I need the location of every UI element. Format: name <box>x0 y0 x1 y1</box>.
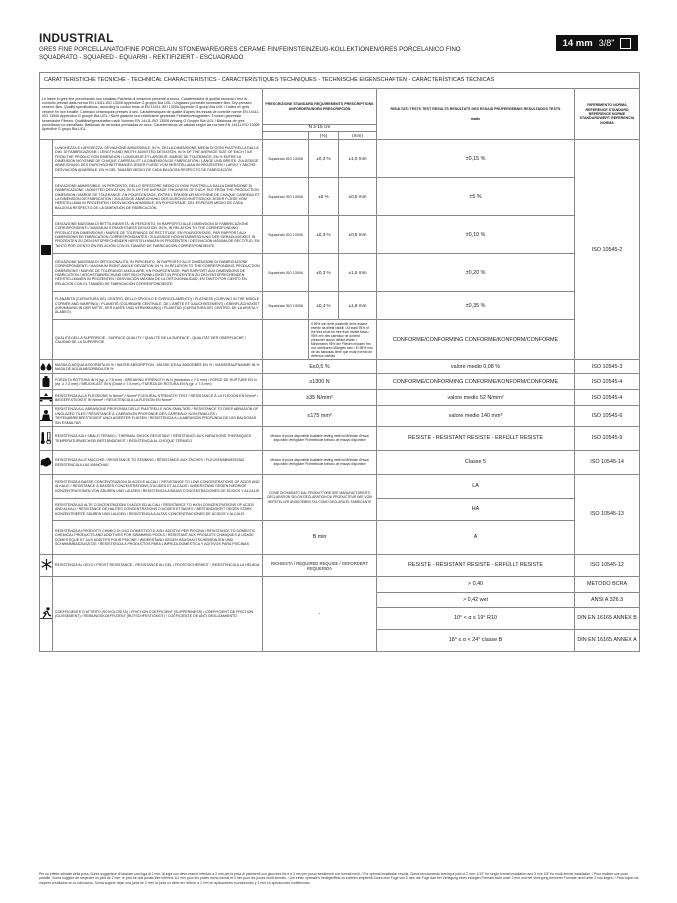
row-norm: ISO 10545-6 <box>575 406 640 427</box>
footer-note: Per un effetto ottimale della posa, Sonra suggerisce di lasciare una fuga di 2 mm; la fuga non deve essere inferiore a 2 mm per la posa di pavimenti con giunzioni fini e a 3 mm per posa rivestimenti con formati medi. / For optimal installation results, Sonra recommends leaving a joint of 2 mm; 1/13" for single format installation and 3 mm 1/8" for multi-format installation. / Pour réaliser une pose parfaite, Sonra suggère de respecter un joint de 2 mm; le joint ne doit jamais être inférieur à 2 mm pour les poses mono-format et 3 mm pour les poses multi-formats. / Um einen optimalen Verlegeeffekt zu erzielen empfiehlt Sonra eine Fuge von 2 mm; die Fuge darf bei Verlegung eines einzigen Formats nicht unter 2 mm und bei Verlegung mehrerer Formate nicht unter 3 mm liegen. / Para lograr los mejores resultados en la colocación, Sonra sugiere dejar una junta de 2 mm; la junta no debe ser inferior a 2 mm en aplicaciones monoformato y 3 mm en aplicaciones multiformato. <box>39 872 639 885</box>
thermal-shock-icon <box>40 432 52 445</box>
subtitle-line-2: SQUADRATO - SQUARED - EQUARRI - REKTIFIZIERT - ESCUADRADO <box>39 54 244 61</box>
row-mm: ±1,0 mm <box>339 140 377 178</box>
table-caption: CARATTERISTICHE TECNICHE - TECHNICAL CHARACTERISTICS - CARACTERISTIQUES TECHNIQUES - TECHNISCHE EIGENSCHAFTEN - CARACTERÍSTICAS TÉCNICAS <box>40 73 640 89</box>
row-text: RESISTENZA AL GELO / FROST RESISTANCE - RÉSISTANCE AU GEL / FROSTSICHERHEIT - RESISTENCIA A LA HELADA <box>53 555 263 577</box>
row-norm: DIN EN 16165 ANNEX A <box>575 630 640 652</box>
row-norm: ISO 10545-12 <box>575 555 640 577</box>
row-text: PLANARITÀ (CURVATURA DEL CENTRO, DELLO SPIGOLO E SVERGOLAMENTO) / FLATNESS (CURVING IN THE MIDDLE CORNER AND WARPING) / PLANEITÉ (COURBURE CENTRALE, DE L'ARÊTE ET GAUCHISSEMENT) / EBENFLÄCHIGKEIT (KRÜMMUNG IN DER MITTE, DER KANTE UND VERWINDUNG) / PLANITUD (CURVATURA DEL CENTRO, DE LA ARISTA Y ALABEO). <box>53 292 263 320</box>
slip-person-icon <box>40 607 52 620</box>
row-standard: Squadrato ISO 13006 <box>263 140 309 178</box>
requirements-header: PRESCRIZIONE STANDARD REQUIREMENTS PRESCRIPTIONS ANFORDERUNGEN PRESCRIPCIÓN <box>263 89 377 125</box>
tile-square-icon <box>620 38 631 49</box>
table-row <box>40 360 640 374</box>
weight-bottle-icon <box>42 376 50 388</box>
abrasion-person-icon <box>40 410 52 422</box>
row-mm: ±1,8 mm <box>339 292 377 320</box>
results-header <box>377 89 575 140</box>
row-result: valore medio 140 mm³ <box>377 406 575 427</box>
row-norm: ISO 10545-9 <box>575 427 640 451</box>
norm-header: RIFERIMENTO NORMA REFERENCE STANDARD RÉFÉRENCE NORME STANDARDWERT REFERENCIA NORMA <box>575 89 640 140</box>
page-title: INDUSTRIAL <box>39 31 114 45</box>
row-mm: ±1,5 mm <box>339 254 377 292</box>
row-requirement: COME DICHIARATO DAL PRODUTTORE SEE MANUFACTURER'S DECLARATION SELON DÉCLARATION DU PRODUCTEUR WIE VOM HERSTELLER ANGEGEBEN TAL COMO DECLARA EL FABRICANTE <box>263 475 377 521</box>
row-result: 10° < α ≤ 19° R10 <box>377 608 575 630</box>
stain-icon <box>40 457 52 468</box>
row-pct: ±0,3 % <box>309 140 339 178</box>
row-pct: ±0,4 % <box>309 292 339 320</box>
row-text: RESISTENZA AD ALTE CONCENTRAZIONI DI ACIDI ED ALCALI / RESISTANCE TO HIGH CONCENTRATIONS OF ACIDS AND ALKALI / RÉSISTANCE DE HAUTES CONCENTRATIONS D'ACIDES ET BASES / BESTÄNDIGKEIT GEGEN STARK KONZENTRIERTE SÄUREN UND LAUGEN / RESISTENCIA A ALTAS CONCENTRACIONES DE ÁCIDOS Y ALCALIS <box>53 499 263 521</box>
row-standard: Squadrato ISO 13006 <box>263 254 309 292</box>
table-row <box>40 521 640 555</box>
table-row <box>40 577 640 593</box>
matte-label: matte <box>470 116 481 121</box>
table-row <box>40 292 640 320</box>
row-requirement: RICHIESTA / REQUIRED REQUISE / GEFORDERT REQUERIDA <box>263 555 377 577</box>
row-result: Classe 5 <box>377 451 575 475</box>
row-result: ±5 % <box>377 178 575 216</box>
n-size-label: N ≥ 15 cm <box>263 125 377 132</box>
row-text: RESISTENZA AI PRODOTTI CHIMICI DI USO DOMESTICO E AGLI ADDITIVI PER PISCINA / RESISTANCE TO DOMESTIC CHEMICAL PRODUCTS AND ADDITIVES FOR SWIMMING POOLS / RÉSISTANT AUX PRODUITS CHIMIQUES À USAGE DOMESTIQUE ET AUX ADDITIFS POUR PISCINE / WIDERSTAND GEGEN HAUSHALTSCHEMIKALIEN UND SCHWIMMBADZUSÄTZE / RESISTENCIA A PRODUCTOS PARA LIMPIEZA DOMÉSTICA Y ADITIVOS PARA PISCINAS <box>53 521 263 555</box>
row-result: ±0,10 % <box>377 216 575 254</box>
row-text: RESISTENZA AGLI SBALZI TERMICI / THERMAL SHOCK RESISTANT / RÉSISTANCE AUX VARIATIONS THERMIQUES TEMPERATURWECHSELBESTÄNDIGKEIT / RESISTENCIA AL CHOQUE TÉRMICO <box>53 427 263 451</box>
row-requirement: ≤175 mm³ <box>263 406 377 427</box>
row-mm: ±0,8 mm <box>339 216 377 254</box>
flexion-icon <box>40 393 52 403</box>
row-pct: ±0,3 % <box>309 216 339 254</box>
row-requirement: Il 95% min delle piastrelle deve essere esente da difetti visibili / At least 95% of the tiles must be free from visible flaws / 95% min des carreaux ne doivent présenter aucun défaut visible / Mindestens 95% der Fliesen müssen frei von sichtbaren Mängeln sein / El 95% mín. de las baldosas tiene que estar exento de defectos visibles <box>309 320 377 360</box>
row-result: valore medio 0,08 % <box>377 360 575 374</box>
row-text: RESISTENZA ALLA FLESSIONE in N/mm² / N/mm² FLEXURAL STRENGTH TEST / RÉSISTANCE À LA FLEXION EN N/mm² / BIEGEFESTIGKEIT IN N/mm² / RESISTENCIA A LA FLEXIÓN EN N/mm² <box>53 390 263 406</box>
row-text: FORZA DI ROTTURA IN N (sp. ≥ 7,5 mm) - BREAKING STRENGTH IN N (thickness ≥ 7,5 mm) / FORCE DE RUPTURE EN N (ép. ≥ 7,5 mm) / BRUCHLAST IN N (Dicke ≥ 7,5 mm) / FUERZA DE ROTURA EN N (gr. ≥ 7,5 mm) <box>53 374 263 390</box>
thickness-badge <box>556 35 638 51</box>
row-text: QUALITÀ DELLA SUPERFICIE - SURFACE QUALITY / QUALITÉ DE LA SURFACE - QUALITÄT DER OBERFLÄCHE / CALIDAD DE LA SUPERFICIE <box>53 320 263 360</box>
row-text: COEFFICIENTE D'ATTRITO (SCIVOLOSITÀ) / FRICTION COEFFICIENT (SLIPPERINESS) / COEFFICIENT DE FRICTION (GLISSEMENT) / REIBUNGSKOEFFIZIENT (RUTSCHFESTIGKEIT) / COEFICIENTE DE ANTI DESLIZAMIENTO <box>53 577 263 652</box>
row-standard: Squadrato ISO 13006 <box>263 216 309 254</box>
table-row <box>40 390 640 406</box>
row-standard: Squadrato ISO 13006 <box>263 178 309 216</box>
row-text: DEVIAZIONE MASSIMA DI ORTOGONALITÀ, IN PERCENTO, IN RAPPORTO ALLE DIMENSIONI DI FABBRICAZIONE CORRISPONDENTI / MAXIMUM RIGHT-ANGLE DEVIATION, IN %, IN RELATION TO THE CORRESPONDING PRODUCTION DIMENSIONS / MARGE DE TOLÉRANCE ANGULAIRE, EN POURCENTAGE, PAR RAPPORT AUX DIMENSIONS DE FABRICATION / HÖCHSTABWEICHUNG DER RECHTWINKLIGKEIT IN PROZENTEN ZU DEN ENTSPRECHENDEN HERSTELLMAßEN IN PROZENTEN / DESVIACIÓN MÁXIMA DE LA ORTOGONALIDAD, EN TANTO POR CIENTO EN RELACIÓN CON EL TAMAÑO DE FABRICACIÓN CORRESPONDIENTE. <box>53 254 263 292</box>
table-row <box>40 406 640 427</box>
table-row <box>40 216 640 254</box>
subtitle-line-1: GRES FINE PORCELLANATO/FINE PORCELAIN STONEWARE/GRES CERAME FIN/FEINSTEINZEUG-KOLLEKTIONEN/GRES PORCELANICO FINO <box>39 46 461 53</box>
row-standard: Squadrato ISO 13006 <box>263 292 309 320</box>
subtitle <box>39 46 519 62</box>
row-result: 18° ≤ α < 24° classe B <box>377 630 575 652</box>
row-norm: ANSI A 326.3 <box>575 593 640 608</box>
intro-text: Le lastre in gres fine porcellanato non smaltato Pastrella di ceramica presente a secco. Caratteristiche di qualità secondo i test di controllo previsti dalla norma EN 14411-ISO 13006 Appendice G gruppo BIa UGL / Unglazed porcelain stoneware tiles. Dry-pressed ceramic tiles. Quality specifications, according to control tests of EN 14411-ISO 13006 Appendix G group BIa UGL / Dalles en grès cérame fin non émaillé. Carreaux céramiques pressés à sec. Caractéristiques de qualité d'après les essais de contrôle norme EN 14411-ISO 13006 Appendice G groupe BIa UGL / Nicht glasierte und rektifizierte gepresste Feinsteinzeugplatten. Trocken gepresste keramische Fliesen. Qualitätseigenschaften nach Normen EN 14411-ISO 13006 Anhang G Gruppe BIa UGL / Baldosas de gres porcelánico no esmaltado. Baldosas de cerámica prensadas en seco. Características de calidad según las normas EN 14411-ISO 13006 Apéndice G grupo BIa UGL. <box>40 89 263 140</box>
row-result: CONFORME/CONFORMING CONFORME/KONFORM/CONFORME <box>377 374 575 390</box>
row-text: RESISTENZA ALL'ABRASIONE PROFONDA DELLE PIASTRELLE NON SMALTATE / RESISTANCE TO DEEP ABRASION OF UNGLAZED TILES / RÉSISTANCE À L'ABRASION PROFONDE DES CARREAUX NON ÉMAILLÉS / TIEFENABRIEBFESTIGKEIT UNGLASIERTER FLIESEN / RESISTENCIA A LA ABRASIÓN PROFUNDA DE LAS BALDOSAS SIN ESMALTAR <box>53 406 263 427</box>
row-requirement: B min <box>263 521 377 555</box>
row-result: > 0,40 <box>377 577 575 593</box>
norm-iso-10545-2: ISO 10545-2 <box>575 140 640 360</box>
table-row <box>40 475 640 499</box>
row-result: ±0,20 % <box>377 254 575 292</box>
row-norm: ISO 10545-4 <box>575 390 640 406</box>
snowflake-icon <box>41 559 52 571</box>
norm-iso-10545-13: ISO 10545-13 <box>575 475 640 555</box>
row-norm: ISO 10545-4 <box>575 374 640 390</box>
row-pct: ±0,3 % <box>309 254 339 292</box>
row-requirement: Metodo di prova disponibile Available testing method Méthode d'essai disponible Verfügbare Prüfmethode Método de ensayo disponible <box>263 427 377 451</box>
row-requirement: - <box>263 577 377 652</box>
table-row <box>40 555 640 577</box>
row-text: DEVIAZIONE AMMISSIBILE, IN PERCENTO, DELLO SPESSORE MEDIO DI OGNI PIASTRELLA DALLA DIMENSIONE DI FABBRICAZIONE / ADMITTED DEVIATION, IN % OF THE AVERAGE THICKNESS OF EACH TILE FROM THE PRODUCTION DIMENSION / MARGE DE TOLÉRANCE, EN POURCENTAGE, ENTRE L'ÉPAISSEUR MOYENNE DE CHAQUE CARREAU ET LA DIMENSION DE FABRICATION / ZULÄSSIGE ABWEICHUNG DER DURCHSCHNITTSDICKE JEDER FLIESE VOM HERSTELLMAß IN PROZENTEN / DESVIACIÓN ADMISIBLE, EN PORCENTAJE, DEL ESPESOR MEDIO DE CADA BALDOSA RESPECTO DE LA DIMENSIÓN DE FABRICACIÓN. <box>53 178 263 216</box>
mm-unit-label: (mm) <box>339 132 377 140</box>
row-pct: ±5 % <box>309 178 339 216</box>
row-result: ±0,15 % <box>377 140 575 178</box>
water-drops-icon <box>40 362 52 372</box>
row-result: CONFORME/CONFORMING CONFORME/KONFORM/CONFORME <box>377 320 575 360</box>
table-row <box>40 374 640 390</box>
row-requirement: E≤0,5 % <box>263 360 377 374</box>
table-row <box>40 320 640 360</box>
table-row <box>40 451 640 475</box>
thickness-in: 3/8" <box>598 38 615 48</box>
row-result: ±0,35 % <box>377 292 575 320</box>
row-result: HA <box>377 499 575 521</box>
pct-unit-label: (%) <box>309 132 339 140</box>
row-text: RESISTENZA A BASSE CONCENTRAZIONI DI ACIDI E ALCALI / RESISTANCE TO LOW CONCENTRATIONS OF ACIDS AND ALKALIS / RÉSISTANCE À BASSES CONCENTRATIONS D'ACIDES ET ALCALIS / WIDERSTAND GEGEN NIEDRIGE KONZENTRATIONEN VON SÄUREN UND LAUGEN / RESISTENCIA A BAJAS CONCENTRACIONES DE ÁCIDOS Y ALCALIS <box>53 475 263 499</box>
row-requirement: ≥1300 N <box>263 374 377 390</box>
row-result: valore medio 52 N/mm² <box>377 390 575 406</box>
row-norm: ISO 10545-14 <box>575 451 640 475</box>
row-result: RESISTE - RÉSISTANT RESISTE - ERFÜLLT RESISTE <box>377 427 575 451</box>
row-mm: ±0,5 mm <box>339 178 377 216</box>
row-result: > 0,42 wet <box>377 593 575 608</box>
row-norm: DIN EN 16165 ANNEX B <box>575 608 640 630</box>
table-row <box>40 140 640 178</box>
thickness-mm: 14 mm <box>562 37 593 49</box>
row-result: LA <box>377 475 575 499</box>
table-row <box>40 427 640 451</box>
row-norm: METODO BCRA <box>575 577 640 593</box>
row-text: LUNGHEZZA E LARGHEZZA: DEVIAZIONE AMMISSIBILE, IN %, DELLA DIMENSIONE MEDIA DI OGNI PIASTRELLA DALLA DIM. DI FABBRICAZIONE / LENGTH AND WIDTH: ADMITTED DEVIATION, IN % OF THE AVERAGE SIZE OF EACH TILE FROM THE PRODUCTION DIMENSION / LONGUEUR ET LARGEUR: MARGE DE TOLÉRANCE, EN % ENTRE LA DIMENSION MOYENNE DE CHAQUE CARREAU ET LA DIMENSION DE FABRICATION / LÄNGE UND BREITE: ZULÄSSIGE ABWEICHUNG DES DURCHSCHNITTSMAßES JEDER FLIESE VOM HERSTELLMAß IN PROZENTEN / LARGO Y ANCHO: DESVIACIÓN ADMISIBLE, EN % DEL TAMAÑO MEDIO DE CADA BALDOSA RESPECTO DE FABRICACIÓN. <box>53 140 263 178</box>
technical-characteristics-table <box>39 72 640 652</box>
row-text: DEVIAZIONE MASSIMA DI RETTILINEARITÀ, IN PERCENTO, IN RAPPORTO ALLE DIMENSIONI DI FABBRICAZIONE CORRISPONDENTI / MAXIMUM STRAIGHTNESS DEVIATION, IN %, IN RELATION TO THE CORRESPONDING PRODUCTION DIMENSIONS / MARGE DE TOLÉRANCE DE RECTITUDE, EN POURCENTAGE, PAR RAPPORT AUX DIMENSIONS DE FABRICATION CORRESPONDANTES / ZULÄSSIGE HÖCHSTABWEICHUNG DER GERADLINIGKEIT IN PROZENTEN ZU DEN ENTSPRECHENDEN HERSTELLMAßEN IN PROZENTEN / DESVIACIÓN MÁXIMA DE RECTITUD, EN TANTO POR CIENTO EN RELACIÓN CON EL TAMAÑO DE FABRICACIÓN CORRESPONDIENTE. <box>53 216 263 254</box>
row-result: A <box>377 521 575 555</box>
table-row <box>40 178 640 216</box>
row-requirement: ≥35 N/mm² <box>263 390 377 406</box>
row-norm: ISO 10545-3 <box>575 360 640 374</box>
row-text: RESISTENZA ALLE MACCHIE / RESISTANCE TO STAINING / RÉSISTANCE AUX TACHES / FLECKENABWEISEND RESISTENCIA A LAS MANCHAS <box>53 451 263 475</box>
table-row <box>40 254 640 292</box>
row-result: RESISTE - RÉSISTANT RESISTE - ERFÜLLT RESISTE <box>377 555 575 577</box>
dimensions-square-icon <box>41 245 51 255</box>
row-requirement: Metodo di prova disponibile Available testing method Méthode d'essai disponible Verfügbare Prüfmethode Método de ensayo disponible <box>263 451 377 475</box>
row-text: MASSA D'ACQUA ASSORBITA IN % / WATER ABSORPTION - MASSE D'EAU ABSORBÉE EN % / WASSERAUFNAHME IN % MASA DE AGUA ABSORBIDA EN % <box>53 360 263 374</box>
results-header-label: RISULTATI TESTS TEST RESULTS RESULTATS DES ESSAIS PRÜFERGEBNIS RESULTADOS TESTS <box>390 107 561 112</box>
